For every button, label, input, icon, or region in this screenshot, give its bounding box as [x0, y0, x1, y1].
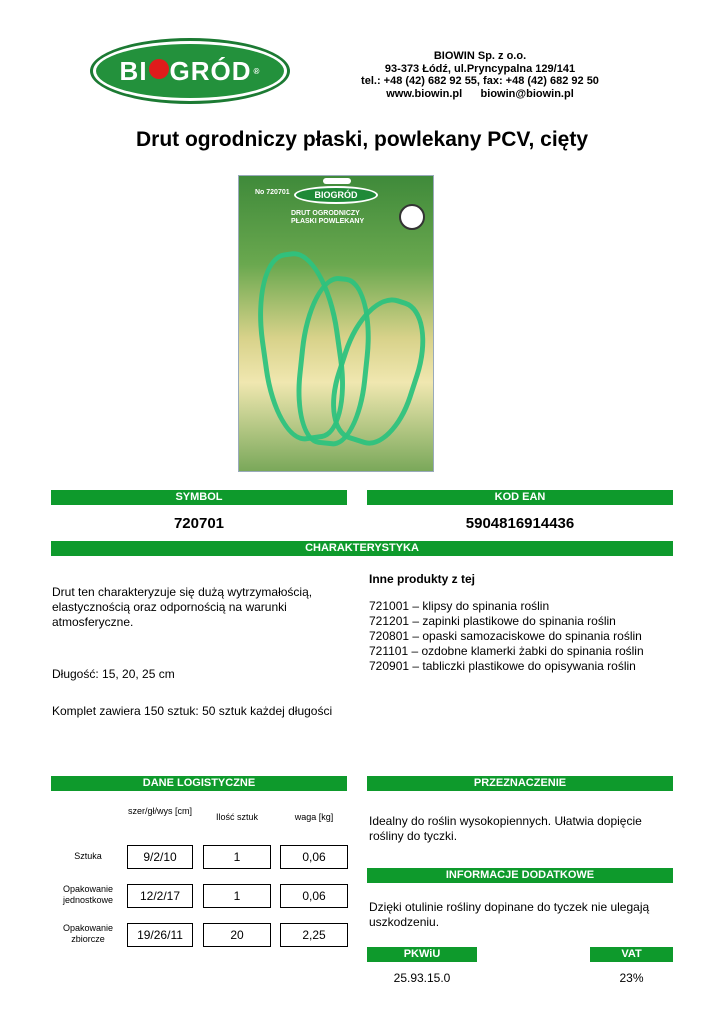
- company-address: 93-373 Łódź, ul.Pryncypalna 129/141: [384, 62, 576, 75]
- logo-text-left: BI: [119, 55, 148, 86]
- characteristics-description: Drut ten charakteryzuje się dużą wytrzymałością, elastycznością oraz odpornością na warunki atmosferyczne.: [52, 585, 313, 629]
- product-set: Komplet zawiera 150 sztuk: 50 sztuk każdej długości: [52, 704, 333, 718]
- registered-mark: ®: [253, 66, 261, 76]
- company-web-email: www.biowin.pl biowin@biowin.pl: [386, 87, 574, 100]
- package-line-1: DRUT OGRODNICZY: [291, 210, 360, 217]
- logo-text-right: GRÓD: [169, 55, 252, 86]
- vat-header: VAT: [590, 947, 673, 962]
- ean-value: 5904816914436: [465, 515, 575, 532]
- additional-info-text: Dzięki otulinie rośliny dopinane do tyczek nie ulegają uszkodzeniu.: [369, 900, 650, 929]
- apple-icon: [149, 59, 169, 79]
- pkwiu-header: PKWiU: [367, 947, 477, 962]
- qty-cell: 1: [203, 845, 271, 869]
- package-line-2: PŁASKI POWLEKANY: [291, 218, 365, 225]
- pkwiu-value: 25.93.15.0: [393, 971, 451, 985]
- logo-badge: [96, 44, 284, 98]
- qty-cell: 20: [203, 923, 271, 947]
- plant-icon: [399, 204, 425, 230]
- product-image: [238, 175, 434, 472]
- row-label: Sztuka: [74, 851, 102, 861]
- dims-cell: 19/26/11: [127, 923, 193, 947]
- product-length: Długość: 15, 20, 25 cm: [52, 667, 175, 681]
- vat-value: 23%: [619, 971, 644, 985]
- logistics-header: DANE LOGISTYCZNE: [51, 776, 347, 791]
- company-info: [330, 50, 630, 100]
- row-label: Opakowanie zbiorcze: [62, 923, 114, 944]
- other-products-title: Inne produkty z tej: [369, 572, 476, 586]
- ean-header: KOD EAN: [367, 490, 673, 505]
- package-text: [291, 210, 364, 226]
- package-number: No 720701: [255, 189, 290, 196]
- weight-cell: 0,06: [280, 884, 348, 908]
- list-item: 721101 – ozdobne klamerki żabki do spinania roślin: [369, 644, 644, 658]
- col-weight-header: waga [kg]: [294, 812, 334, 822]
- characteristics-header: CHARAKTERYSTYKA: [51, 541, 673, 556]
- row-label: Opakowanie jednostkowe: [62, 884, 114, 905]
- list-item: 721201 – zapinki plastikowe do spinania roślin: [369, 614, 616, 628]
- dims-cell: 12/2/17: [127, 884, 193, 908]
- weight-cell: 2,25: [280, 923, 348, 947]
- hanger-hole: [323, 178, 351, 184]
- company-name: BIOWIN Sp. z o.o.: [433, 50, 527, 62]
- symbol-value: 720701: [173, 515, 225, 532]
- page-title: Drut ogrodniczy płaski, powlekany PCV, cięty: [135, 128, 589, 151]
- purpose-header: PRZEZNACZENIE: [367, 776, 673, 791]
- weight-cell: 0,06: [280, 845, 348, 869]
- additional-info-header: INFORMACJE DODATKOWE: [367, 868, 673, 883]
- list-item: 720801 – opaski samozaciskowe do spinania roślin: [369, 629, 642, 643]
- biogrod-logo: [90, 38, 290, 104]
- col-qty-header: Ilość sztuk: [215, 812, 258, 822]
- other-products-list: [369, 599, 669, 674]
- dims-cell: 9/2/10: [127, 845, 193, 869]
- list-item: 721001 – klipsy do spinania roślin: [369, 599, 550, 613]
- symbol-header: SYMBOL: [51, 490, 347, 505]
- package-logo: BIOGRÓD: [294, 186, 378, 204]
- qty-cell: 1: [203, 884, 271, 908]
- company-phone: tel.: +48 (42) 682 92 55, fax: +48 (42) 682 92 50: [361, 75, 599, 87]
- list-item: 720901 – tabliczki plastikowe do opisywania roślin: [369, 659, 636, 673]
- purpose-text: Idealny do roślin wysokopiennych. Ułatwia dopięcie rośliny do tyczki.: [369, 814, 642, 843]
- col-dims-header: szer/gł/wys [cm]: [128, 806, 193, 816]
